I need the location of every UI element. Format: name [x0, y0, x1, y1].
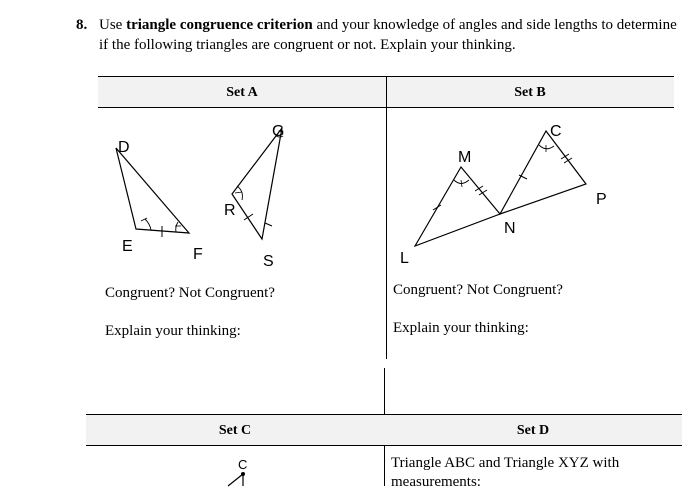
- header-set-d: Set D: [516, 423, 550, 438]
- question-line-2: if the following triangles are congruent or not. Explain your thinking.: [99, 37, 516, 53]
- label-vertex-s: S: [263, 253, 274, 270]
- label-vertex-m: M: [458, 149, 472, 166]
- set-b-congruent-prompt: Congruent? Not Congruent?: [393, 282, 563, 298]
- label-vertex-f: F: [193, 246, 203, 263]
- label-vertex-g: G: [272, 123, 285, 140]
- header-set-a: Set A: [226, 85, 258, 100]
- label-vertex-c-set-c: C: [238, 457, 248, 472]
- question-line-1-suffix: and your knowledge of angles and side lengths to determine: [312, 17, 677, 33]
- question-bold-term: triangle congruence criterion: [126, 17, 313, 33]
- label-vertex-p: P: [596, 191, 607, 208]
- set-a-explain-prompt: Explain your thinking:: [105, 323, 241, 339]
- header-set-c: Set C: [218, 423, 252, 438]
- label-vertex-r: R: [224, 202, 236, 219]
- label-vertex-e: E: [122, 238, 133, 255]
- header-set-b: Set B: [514, 85, 546, 100]
- set-d-line-1: Triangle ABC and Triangle XYZ with: [391, 455, 620, 471]
- label-vertex-c: C: [550, 123, 562, 140]
- set-b-explain-prompt: Explain your thinking:: [393, 320, 529, 336]
- set-a-congruent-prompt: Congruent? Not Congruent?: [105, 285, 275, 301]
- question-number: 8.: [76, 17, 88, 33]
- set-d-line-2: measurements:: [391, 474, 481, 490]
- label-vertex-d: D: [118, 139, 130, 156]
- label-vertex-n: N: [504, 220, 516, 237]
- question-line-1-prefix: Use: [99, 17, 127, 33]
- label-vertex-l: L: [400, 250, 409, 267]
